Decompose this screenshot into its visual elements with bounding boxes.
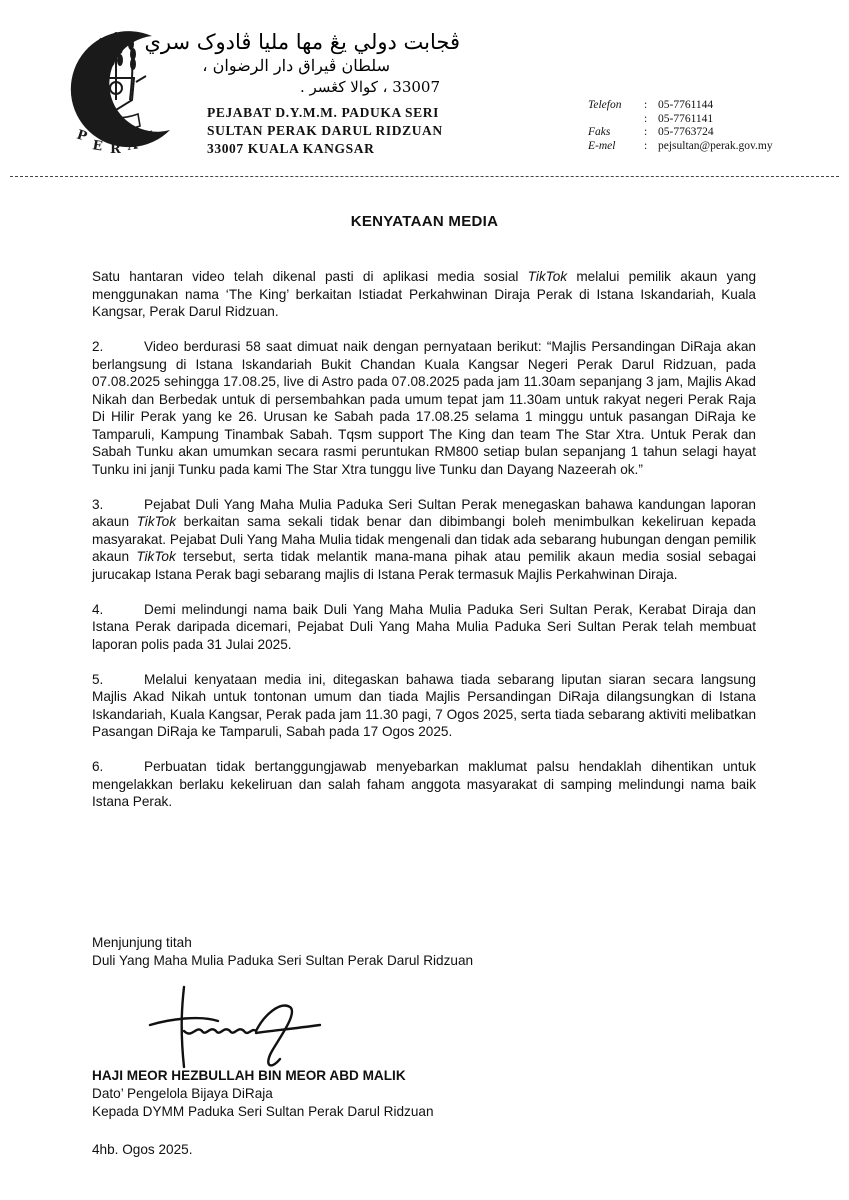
phone-number: 05-7761141 (658, 112, 714, 125)
paragraph-5 (92, 671, 756, 741)
paragraph-3 (92, 496, 756, 584)
paragraph-text: Pejabat Duli Yang Maha Mulia Paduka Seri Sultan Perak menegaskan bahawa kandungan laporan akaun (92, 496, 756, 529)
jawi-line: 33007 ، كوالا كڠسر . (299, 78, 440, 96)
signature-block (92, 1067, 434, 1120)
closing-line: Duli Yang Maha Mulia Paduka Seri Sultan Perak Darul Ridzuan (92, 952, 474, 968)
crest-letter: E (91, 138, 104, 155)
fax-number: 05-7763724 (658, 126, 714, 138)
paragraph-text: berkaitan sama sekali tidak benar dan dibimbangi boleh menimbulkan kekeliruan kepada masyarakat. Pejabat Duli Yang Maha Mulia tidak mengenali dan tidak ada sebarang hubungan dengan pemilik akaun (92, 514, 756, 564)
contact-separator: : (644, 99, 648, 111)
paragraph-text: tersebut, serta tidak melantik mana-mana pihak atau pemilik akaun media sosial sebagai jurucakap Istana Perak bagi sebarang majlis di Istana Perak termasuk Majlis Perkahwinan Diraja. (92, 549, 756, 582)
handwritten-signature (140, 985, 370, 1075)
header-divider (10, 176, 839, 177)
paragraph-number: 5. (92, 671, 104, 687)
paragraph-text: Demi melindungi nama baik Duli Yang Maha Mulia Paduka Seri Sultan Perak, Kerabat Diraja dan Istana Perak daripada dicemari, Pejabat Duli Yang Maha Mulia Paduka Seri Sultan Perak telah membuat laporan polis pada 31 Julai 2025. (92, 601, 756, 652)
crest-letter: P (74, 127, 89, 145)
contact-label: Telefon (588, 99, 622, 111)
svg-text:ڤيراق: ڤيراق (107, 119, 125, 127)
paragraph-text: Melalui kenyataan media ini, ditegaskan bahawa tiada sebarang liputan siaran secara langsung Majlis Akad Nikah untuk tontonan umum dan tiada Majlis Persandingan DiRaja dilangsungkan di Istana Iskandariah, Kuala Kangsar, Perak pada jam 11.30 pagi, 7 Ogos 2025, serta tiada sebarang aktiviti melibatkan Pasangan DiRaja ke Tamparuli, Sabah pada 17 Ogos 2025. (92, 671, 756, 739)
contact-row (588, 140, 773, 154)
paragraph-number: 4. (92, 601, 104, 617)
paragraph-text: Satu hantaran video telah dikenal pasti di aplikasi media sosial (92, 269, 528, 284)
signatory-role: Kepada DYMM Paduka Seri Sultan Perak Darul Ridzuan (92, 1103, 434, 1119)
jawi-header (144, 30, 460, 98)
paragraph-1 (92, 268, 756, 321)
office-address (207, 104, 443, 158)
jawi-line: ڤجابت دولي يڠ مها مليا ڤادوک سري (144, 30, 460, 54)
contact-info (588, 99, 773, 153)
contact-label (588, 113, 644, 127)
italic-term: TikTok (136, 549, 176, 564)
italic-term: TikTok (527, 269, 568, 284)
contact-separator: : (644, 139, 648, 152)
document-title: KENYATAAN MEDIA (350, 213, 499, 230)
closing-line: Menjunjung titah (92, 935, 192, 950)
paragraph-text: Perbuatan tidak bertanggungjawab menyebarkan maklumat palsu hendaklah dihentikan untuk mengelakkan berlaku kekeliruan dan salah faham anggota masyarakat di samping melindungi nama baik Istana Perak. (92, 759, 756, 809)
jawi-line: سلطان ڤيراق دار الرضوان ، (202, 56, 390, 75)
office-line: SULTAN PERAK DARUL RIDZUAN (207, 123, 443, 138)
paragraph-number: 6. (92, 759, 104, 774)
office-line: 33007 KUALA KANGSAR (207, 141, 375, 156)
crest-letter: K (141, 128, 157, 147)
crest-letter: A (126, 137, 139, 154)
phone-number: 05-7761144 (658, 99, 714, 111)
closing (92, 934, 473, 969)
contact-row (588, 126, 773, 140)
paragraph-2 (92, 338, 756, 478)
paragraph-text: melalui pemilik akaun yang menggunakan nama ‘The King’ berkaitan Istiadat Perkahwinan Diraja Perak di Istana Iskandariah, Kuala Kangsar, Perak Darul Ridzuan. (92, 269, 757, 319)
paragraph-number: 2. (92, 339, 104, 354)
office-line: PEJABAT D.Y.M.M. PADUKA SERI (207, 105, 439, 120)
contact-separator: : (644, 112, 648, 125)
paragraph-number: 3. (92, 496, 104, 512)
paragraph-text: Video berdurasi 58 saat dimuat naik dengan pernyataan berikut: “Majlis Persandingan DiRaja akan berlangsung di Istana Iskandariah Bukit Chandan Kuala Kangsar Negeri Perak Darul Ridzuan, pada 07.08.2025 sehingga 17.08.25, live di Astro pada 07.08.2025 pada jam 11.30am sepanjang 3 jam, Majlis Akad Nikah dan Berbedak untuk di persembahkan pada umum tepat jam 11.30am untuk rakyat negeri Perak Raja Di Hilir Perak yang ke 26. Urusan ke Sabah pada 17.08.25 selama 1 minggu untuk pasangan DiRaja ke Tamparuli, Kampung Tinambak Sabah. Tqsm support The King dan team The Star Xtra. Untuk Perak dan Sabah Tunku akan umumkan secara rasmi peruntukan RM800 setiap bulan sepanjang 1 tahun selagi hayat Tunku ini janji Tunku pada kami The Star Xtra tunggu live Tunku dan Dayang Nazeerah ok.” (92, 339, 756, 477)
contact-label: Faks (588, 126, 611, 138)
email-address: pejsultan@perak.gov.my (658, 139, 773, 152)
crest-letter: R (110, 142, 121, 157)
italic-term: TikTok (136, 514, 177, 529)
signatory-name: HAJI MEOR HEZBULLAH BIN MEOR ABD MALIK (92, 1068, 406, 1083)
contact-separator: : (644, 126, 648, 138)
paragraph-4 (92, 601, 756, 654)
document-body (92, 268, 756, 828)
contact-row (588, 99, 773, 113)
contact-label: E-mel (588, 139, 616, 152)
paragraph-6 (92, 758, 756, 811)
signatory-title: Dato’ Pengelola Bijaya DiRaja (92, 1085, 273, 1101)
document-date: 4hb. Ogos 2025. (92, 1142, 193, 1157)
contact-row (588, 113, 773, 127)
